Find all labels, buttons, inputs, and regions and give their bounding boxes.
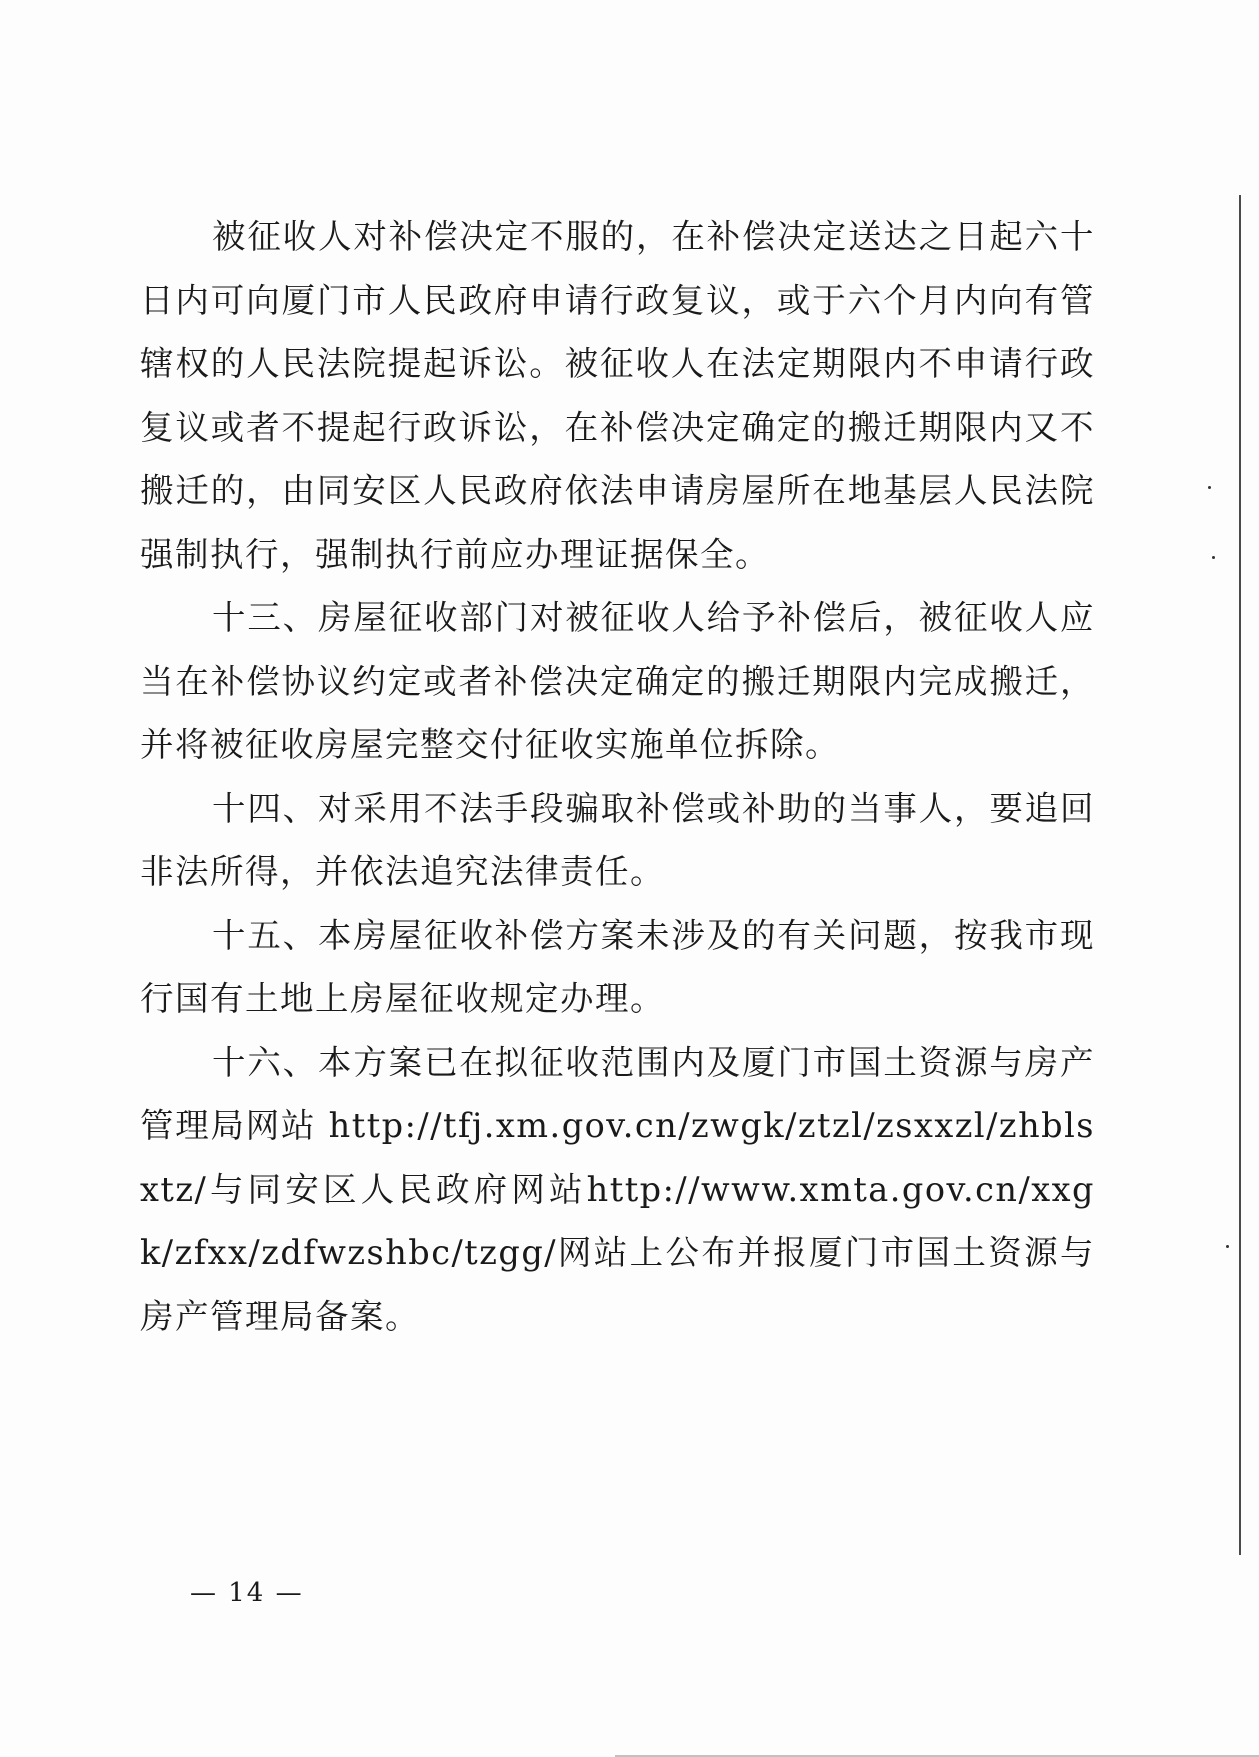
page-number: — 14 — bbox=[190, 1578, 304, 1608]
body-text bbox=[140, 205, 1095, 1348]
scan-speck bbox=[1212, 556, 1215, 559]
scan-speck bbox=[1226, 1245, 1229, 1248]
paragraph-item-14: 十四、对采用不法手段骗取补偿或补助的当事人，要追回非法所得，并依法追究法律责任。 bbox=[140, 788, 1095, 891]
paragraph-item-15: 十五、本房屋征收补偿方案未涉及的有关问题，按我市现行国有土地上房屋征收规定办理。 bbox=[140, 915, 1095, 1018]
paragraph-appeal: 被征收人对补偿决定不服的，在补偿决定送达之日起六十日内可向厦门市人民政府申请行政复议，或于六个月内向有管辖权的人民法院提起诉讼。被征收人在法定期限内不申请行政复议或者不提起行政诉讼，在补偿决定确定的搬迁期限内又不搬迁的，由同安区人民政府依法申请房屋所在地基层人民法院强制执行，强制执行前应办理证据保全。 bbox=[140, 217, 1095, 574]
scan-speck bbox=[1208, 486, 1211, 489]
paragraph-item-13: 十三、房屋征收部门对被征收人给予补偿后，被征收人应当在补偿协议约定或者补偿决定确定的搬迁期限内完成搬迁，并将被征收房屋完整交付征收实施单位拆除。 bbox=[140, 598, 1095, 764]
paragraph-item-16: 十六、本方案已在拟征收范围内及厦门市国土资源与房产管理局网站 http://tfj.xm.gov.cn/zwgk/ztzl/zsxxzl/zhblsxtz/与同安区人民政府网站http://www.xmta.gov.cn/xxgk/zfxx/zdfwzshbc/tzgg/网站上公布并报厦门市国土资源与房产管理局备案。 bbox=[140, 1042, 1095, 1336]
scan-edge-line bbox=[1239, 195, 1241, 1555]
